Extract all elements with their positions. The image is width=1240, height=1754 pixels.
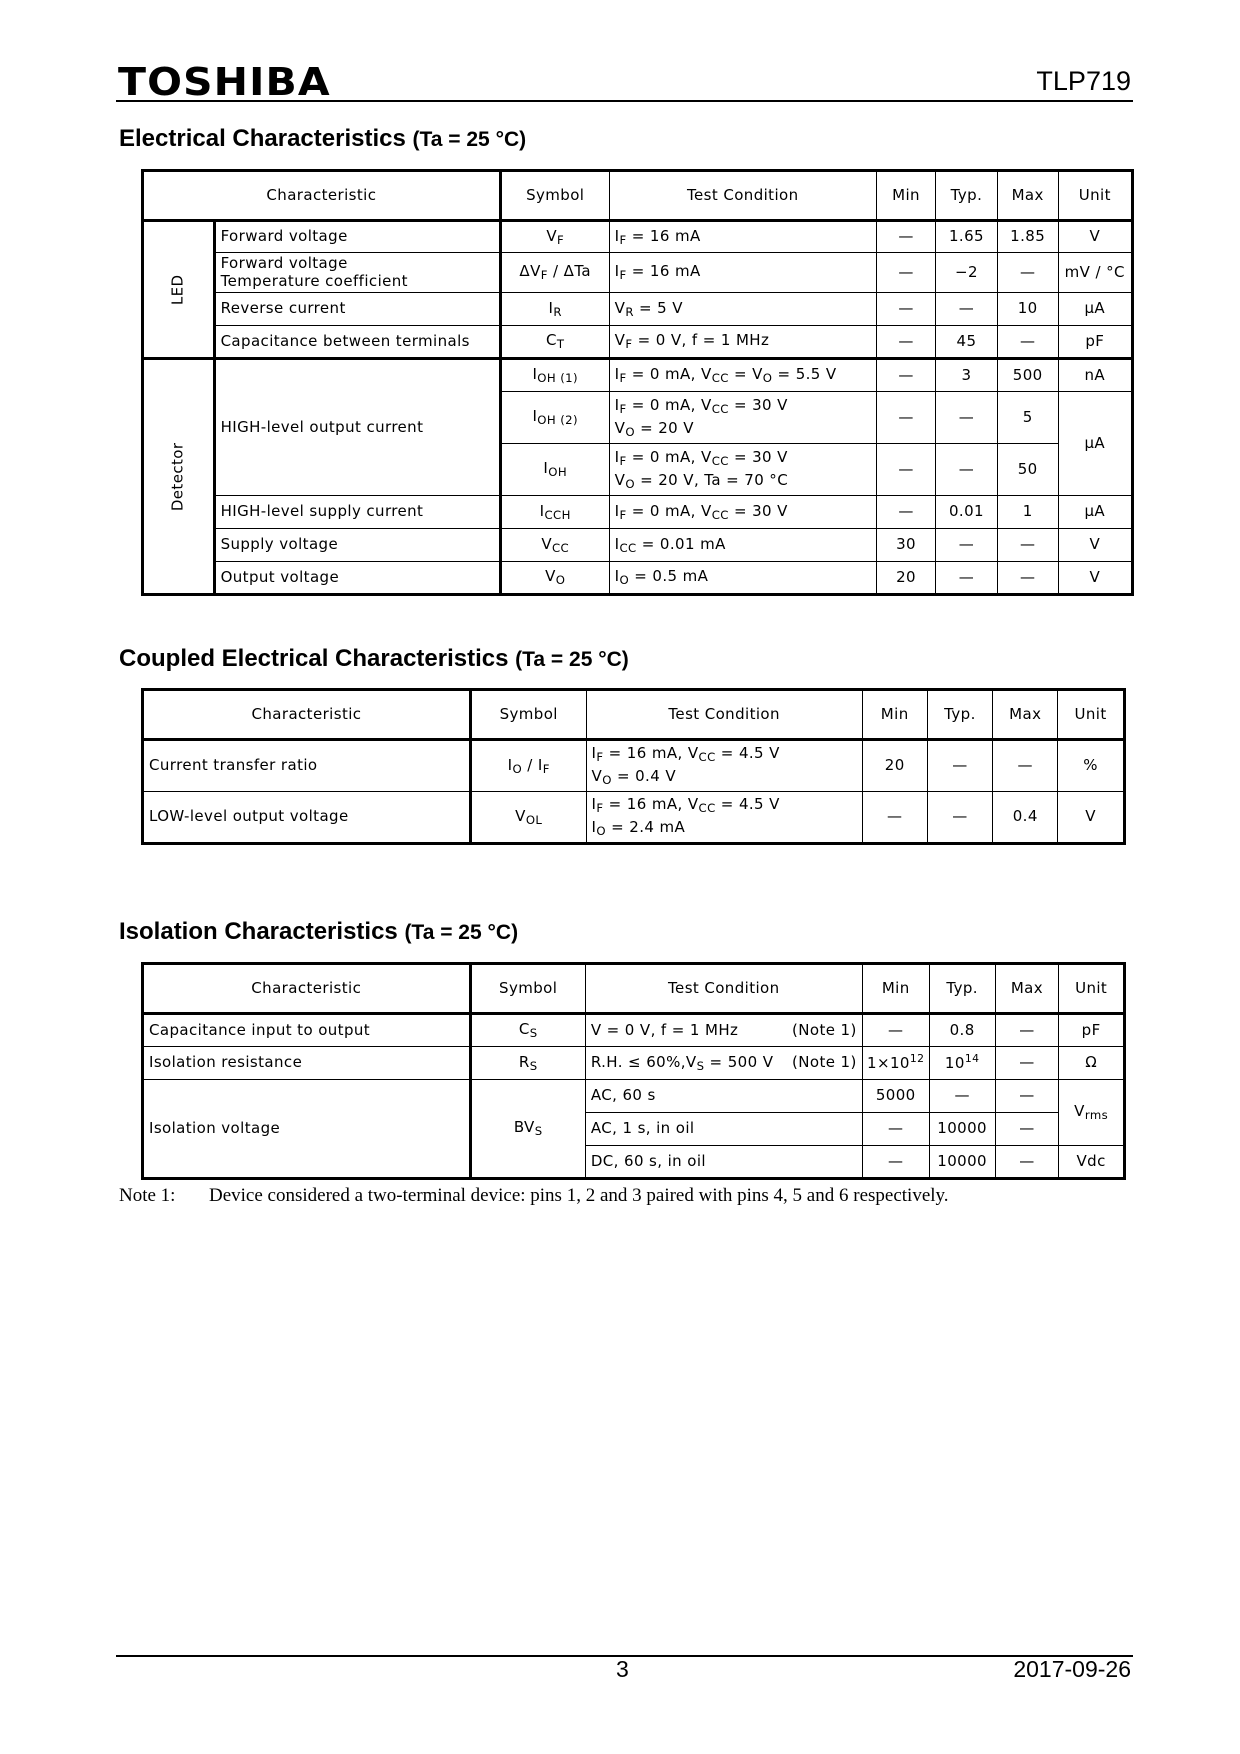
table-header-row: [143, 964, 1125, 1014]
typ-cell: 45: [936, 326, 998, 359]
electrical-table: [141, 169, 1134, 596]
symbol-cell: $I_{OH}$: [500, 444, 609, 496]
col-max: Max: [995, 964, 1059, 1014]
min-cell: —: [876, 221, 935, 253]
col-test-condition: Test Condition: [609, 171, 876, 221]
table-row: [143, 496, 1133, 529]
document-date: 2017-09-26: [1013, 1656, 1131, 1682]
col-unit: Unit: [1058, 171, 1132, 221]
max-cell: 1.85: [997, 221, 1058, 253]
unit-cell: Vdc: [1059, 1146, 1125, 1179]
characteristic-cell: Capacitance between terminals: [214, 326, 500, 359]
condition-cell: $I_F = 16$ mA: [609, 221, 876, 253]
condition-cell: $V_F = 0$ V, f = 1 MHz: [609, 326, 876, 359]
page-number: 3: [616, 1656, 629, 1682]
typ-cell: −2: [936, 253, 998, 293]
unit-cell: $V_{rms}$: [1059, 1080, 1125, 1146]
col-characteristic: Characteristic: [143, 171, 501, 221]
col-symbol: Symbol: [500, 171, 609, 221]
table-row: [143, 253, 1133, 293]
max-cell: 50: [997, 444, 1058, 496]
unit-cell: V: [1058, 529, 1132, 562]
isolation-title: Isolation Characteristics (Ta = 25 °C): [119, 918, 519, 945]
col-max: Max: [997, 171, 1058, 221]
col-typ: Typ.: [927, 690, 993, 740]
max-cell: 5: [997, 392, 1058, 444]
max-cell: 0.4: [993, 792, 1058, 844]
characteristic-cell: Output voltage: [214, 562, 500, 595]
characteristic-cell: LOW-level output voltage: [143, 792, 471, 844]
col-test-condition: Test Condition: [586, 690, 862, 740]
group-detector: Detector: [143, 359, 215, 595]
col-min: Min: [862, 964, 929, 1014]
condition-cell: $I_F = 0$ mA, $V_{CC} = 30$ V $V_O = 20$ V: [609, 392, 876, 444]
col-characteristic: Characteristic: [143, 690, 471, 740]
max-cell: —: [997, 326, 1058, 359]
max-cell: —: [993, 740, 1058, 792]
unit-cell: mV / °C: [1058, 253, 1132, 293]
condition-cell: $I_F = 0$ mA, $V_{CC} = 30$ V $V_O = 20$ V, Ta = 70 °C: [609, 444, 876, 496]
table-row: [143, 792, 1125, 844]
min-cell: 20: [862, 740, 927, 792]
unit-cell: pF: [1058, 326, 1132, 359]
note-label: Note 1:: [119, 1185, 176, 1206]
max-cell: 1: [997, 496, 1058, 529]
characteristic-cell: Isolation voltage: [143, 1080, 471, 1179]
max-cell: —: [995, 1146, 1059, 1179]
symbol-cell: $BV_S$: [470, 1080, 585, 1179]
condition-cell: $I_O = 0.5$ mA: [609, 562, 876, 595]
toshiba-logo: TOSHIBA: [118, 60, 331, 104]
symbol-cell: $I_{CCH}$: [500, 496, 609, 529]
min-cell: —: [862, 1113, 929, 1146]
col-symbol: Symbol: [470, 964, 585, 1014]
min-cell: —: [876, 496, 935, 529]
min-cell: —: [862, 1146, 929, 1179]
characteristic-cell: Supply voltage: [214, 529, 500, 562]
unit-cell: μA: [1058, 392, 1132, 496]
min-cell: 30: [876, 529, 935, 562]
group-led: LED: [143, 221, 215, 359]
symbol-cell: $R_S$: [470, 1047, 585, 1080]
min-cell: —: [876, 293, 935, 326]
min-cell: $1\times 10^{12}$: [862, 1047, 929, 1080]
max-cell: —: [995, 1047, 1059, 1080]
characteristic-cell: Capacitance input to output: [143, 1014, 471, 1047]
col-typ: Typ.: [929, 964, 995, 1014]
typ-cell: —: [936, 293, 998, 326]
unit-cell: V: [1058, 221, 1132, 253]
unit-cell: pF: [1059, 1014, 1125, 1047]
condition-cell: $I_F = 16$ mA, $V_{CC} = 4.5$ V $I_O = 2.4$ mA: [586, 792, 862, 844]
max-cell: —: [995, 1113, 1059, 1146]
max-cell: —: [997, 529, 1058, 562]
typ-cell: 10000: [929, 1146, 995, 1179]
typ-cell: —: [936, 444, 998, 496]
part-number: TLP719: [1036, 66, 1131, 96]
note-text: Device considered a two-terminal device: pins 1, 2 and 3 paired with pins 4, 5 and 6 respectively.: [209, 1185, 949, 1206]
typ-cell: —: [927, 740, 993, 792]
typ-cell: —: [936, 392, 998, 444]
symbol-cell: $I_{OH (1)}$: [500, 359, 609, 392]
symbol-cell: $V_F$: [500, 221, 609, 253]
characteristic-cell: Forward voltage Temperature coefficient: [214, 253, 500, 293]
typ-cell: 3: [936, 359, 998, 392]
symbol-cell: $I_{OH (2)}$: [500, 392, 609, 444]
max-cell: —: [995, 1080, 1059, 1113]
typ-cell: 0.8: [929, 1014, 995, 1047]
coupled-title: Coupled Electrical Characteristics (Ta = 25 °C): [119, 645, 629, 672]
table-header-row: [143, 690, 1125, 740]
table-row: [143, 359, 1133, 392]
col-test-condition: Test Condition: [585, 964, 862, 1014]
condition-cell: $I_F = 0$ mA, $V_{CC} = 30$ V: [609, 496, 876, 529]
min-cell: —: [876, 359, 935, 392]
characteristic-cell: HIGH-level supply current: [214, 496, 500, 529]
symbol-cell: $C_S$: [470, 1014, 585, 1047]
col-min: Min: [876, 171, 935, 221]
typ-cell: —: [929, 1080, 995, 1113]
typ-cell: —: [936, 562, 998, 595]
table-row: [143, 1080, 1125, 1113]
table-row: [143, 529, 1133, 562]
typ-cell: —: [927, 792, 993, 844]
max-cell: —: [997, 253, 1058, 293]
characteristic-cell: Isolation resistance: [143, 1047, 471, 1080]
min-cell: 20: [876, 562, 935, 595]
unit-cell: V: [1058, 792, 1125, 844]
condition-cell: AC, 60 s: [585, 1080, 862, 1113]
symbol-cell: $I_R$: [500, 293, 609, 326]
condition-cell: $I_F = 16$ mA: [609, 253, 876, 293]
min-cell: —: [876, 444, 935, 496]
table-row: [143, 562, 1133, 595]
max-cell: —: [995, 1014, 1059, 1047]
table-row: [143, 1014, 1125, 1047]
symbol-cell: $V_{CC}$: [500, 529, 609, 562]
characteristic-cell: Reverse current: [214, 293, 500, 326]
col-typ: Typ.: [936, 171, 998, 221]
unit-cell: μA: [1058, 496, 1132, 529]
isolation-table: [141, 962, 1126, 1180]
symbol-cell: $\Delta V_F$ / ΔTa: [500, 253, 609, 293]
characteristic-cell: Current transfer ratio: [143, 740, 471, 792]
unit-cell: Ω: [1059, 1047, 1125, 1080]
table-row: [143, 221, 1133, 253]
max-cell: 10: [997, 293, 1058, 326]
condition-cell: R.H. ≤ $60\%,V_S = 500$ V (Note 1): [585, 1047, 862, 1080]
condition-cell: V = 0 V, f = 1 MHz (Note 1): [585, 1014, 862, 1047]
unit-cell: μA: [1058, 293, 1132, 326]
characteristic-cell: Forward voltage: [214, 221, 500, 253]
table-row: [143, 740, 1125, 792]
symbol-cell: $V_O$: [500, 562, 609, 595]
min-cell: —: [862, 1014, 929, 1047]
max-cell: —: [997, 562, 1058, 595]
typ-cell: 0.01: [936, 496, 998, 529]
typ-cell: —: [936, 529, 998, 562]
col-characteristic: Characteristic: [143, 964, 471, 1014]
table-row: [143, 293, 1133, 326]
condition-cell: $I_{CC} = 0.01$ mA: [609, 529, 876, 562]
typ-cell: $10^{14}$: [929, 1047, 995, 1080]
unit-cell: V: [1058, 562, 1132, 595]
typ-cell: 10000: [929, 1113, 995, 1146]
condition-cell: DC, 60 s, in oil: [585, 1146, 862, 1179]
col-unit: Unit: [1058, 690, 1125, 740]
symbol-cell: $V_{OL}$: [470, 792, 586, 844]
min-cell: —: [876, 326, 935, 359]
electrical-title: Electrical Characteristics (Ta = 25 °C): [119, 125, 527, 152]
min-cell: —: [876, 253, 935, 293]
condition-cell: $V_R = 5$ V: [609, 293, 876, 326]
col-min: Min: [862, 690, 927, 740]
table-header-row: [143, 171, 1133, 221]
table-row: [143, 1047, 1125, 1080]
col-max: Max: [993, 690, 1058, 740]
min-cell: 5000: [862, 1080, 929, 1113]
min-cell: —: [876, 392, 935, 444]
condition-cell: $I_F = 0$ mA, $V_{CC} = V_O = 5.5$ V: [609, 359, 876, 392]
min-cell: —: [862, 792, 927, 844]
max-cell: 500: [997, 359, 1058, 392]
unit-cell: %: [1058, 740, 1125, 792]
condition-cell: $I_F = 16$ mA, $V_{CC} = 4.5$ V $V_O = 0.4$ V: [586, 740, 862, 792]
typ-cell: 1.65: [936, 221, 998, 253]
unit-cell: nA: [1058, 359, 1132, 392]
symbol-cell: $I_O / I_F$: [470, 740, 586, 792]
characteristic-cell: HIGH-level output current: [214, 359, 500, 496]
header-rule: [116, 100, 1133, 102]
note-1: [119, 1185, 949, 1207]
coupled-table: [141, 688, 1126, 845]
condition-cell: AC, 1 s, in oil: [585, 1113, 862, 1146]
table-row: [143, 326, 1133, 359]
col-unit: Unit: [1059, 964, 1125, 1014]
col-symbol: Symbol: [470, 690, 586, 740]
symbol-cell: $C_T$: [500, 326, 609, 359]
